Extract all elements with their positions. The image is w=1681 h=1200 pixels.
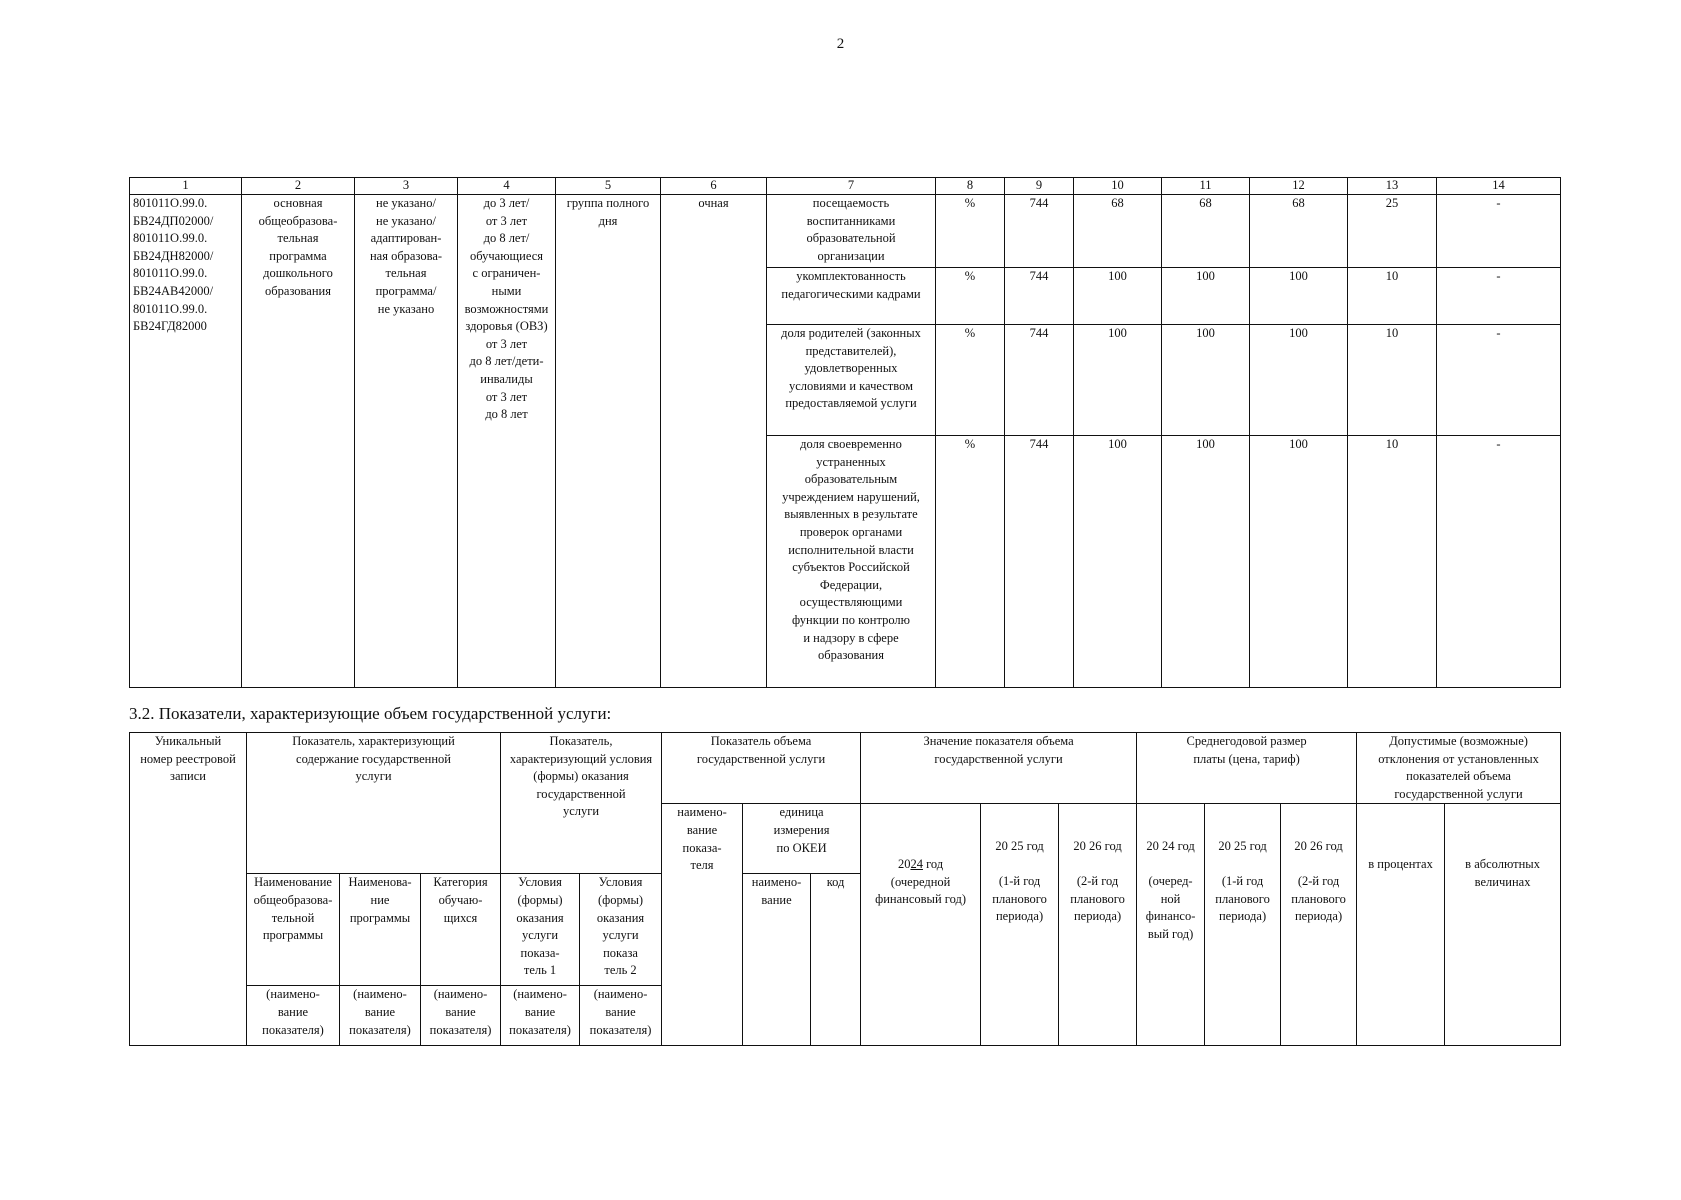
col-number: 4: [458, 178, 556, 195]
value-year2: 68: [1162, 195, 1250, 268]
header-registry: Уникальный номер реестровой записи: [130, 733, 247, 1046]
header-deviation: Допустимые (возможные) отклонения от установленных показателей объема государственной услуги: [1357, 733, 1561, 804]
col-number: 5: [556, 178, 661, 195]
program-name: основная общеобразова- тельная программа дошкольного образования: [242, 195, 355, 688]
value-year1: 100: [1074, 268, 1162, 325]
table-row: [130, 195, 1561, 268]
sub-program-name: Наименование общеобразова- тельной программы: [247, 874, 340, 986]
quality-indicators-table: [129, 177, 1561, 688]
indicator-label: (наимено- вание показателя): [421, 986, 501, 1046]
header-content: Показатель, характеризующий содержание государственной услуги: [247, 733, 501, 874]
okei-code: 744: [1005, 268, 1074, 325]
unit-name: %: [936, 436, 1005, 688]
value-year2: 100: [1162, 268, 1250, 325]
volume-indicators-table: [129, 732, 1561, 1046]
year2-description: (1-й год планового периода): [992, 874, 1047, 924]
sub-program-type: Наименова- ние программы: [340, 874, 421, 986]
condition-2: очная: [661, 195, 767, 688]
col-number: 12: [1250, 178, 1348, 195]
indicator-label: (наимено- вание показателя): [340, 986, 421, 1046]
header-indicator-name: наимено- вание показа- теля: [662, 804, 743, 1046]
header-conditions: Показатель, характеризующий условия (формы) оказания государственной услуги: [501, 733, 662, 874]
deviation-percent: 10: [1348, 268, 1437, 325]
col-number: 11: [1162, 178, 1250, 195]
program-type: не указано/ не указано/ адаптирован- ная образова- тельная программа/ не указано: [355, 195, 458, 688]
fee-year3-description: (2-й год планового периода): [1291, 874, 1346, 924]
header-unit-name: наимено- вание: [743, 874, 811, 1046]
fee-year1-description: (очеред- ной финансо- вый год): [1145, 874, 1196, 941]
indicator-label: (наимено- вание показателя): [247, 986, 340, 1046]
indicator-label: (наимено- вание показателя): [501, 986, 580, 1046]
value-year3: 100: [1250, 436, 1348, 688]
okei-code: 744: [1005, 325, 1074, 436]
indicator-name: укомплектованность педагогическими кадрами: [767, 268, 936, 325]
value-year3-header: [1059, 804, 1137, 1046]
col-number: 1: [130, 178, 242, 195]
col-number: 3: [355, 178, 458, 195]
condition-1: группа полного дня: [556, 195, 661, 688]
deviation-percent: 25: [1348, 195, 1437, 268]
fee-year2-header: [1205, 804, 1281, 1046]
value-year3: 68: [1250, 195, 1348, 268]
header-value: Значение показателя объема государственной услуги: [861, 733, 1137, 804]
year2-label: 20 25 год: [995, 838, 1044, 853]
indicator-label: (наимено- вание показателя): [580, 986, 662, 1046]
value-year3: 100: [1250, 268, 1348, 325]
deviation-absolute: -: [1437, 195, 1561, 268]
registry-number: 801011О.99.0. БВ24ДП02000/ 801011О.99.0. БВ24ДН82000/ 801011О.99.0. БВ24АВ42000/ 801011О.99.0. БВ24ГД82000: [130, 195, 242, 688]
unit-name: %: [936, 268, 1005, 325]
student-category: до 3 лет/ от 3 лет до 8 лет/ обучающиеся с ограничен- ными возможностями здоровья (ОВЗ) от 3 лет до 8 лет/дети- инвалиды от 3 лет до 8 лет: [458, 195, 556, 688]
section-title: 3.2. Показатели, характеризующие объем государственной услуги:: [129, 704, 612, 723]
column-number-row: [130, 178, 1561, 195]
col-number: 6: [661, 178, 767, 195]
sub-category: Категория обучаю- щихся: [421, 874, 501, 986]
indicator-name: посещаемость воспитанниками образовательной организации: [767, 195, 936, 268]
fee-year1-header: [1137, 804, 1205, 1046]
unit-name: %: [936, 195, 1005, 268]
col-number: 10: [1074, 178, 1162, 195]
fee-year2-description: (1-й год планового периода): [1215, 874, 1270, 924]
col-number: 14: [1437, 178, 1561, 195]
col-number: 8: [936, 178, 1005, 195]
unit-name: %: [936, 325, 1005, 436]
deviation-absolute: -: [1437, 268, 1561, 325]
deviation-percent: 10: [1348, 436, 1437, 688]
col-number: 2: [242, 178, 355, 195]
header-volume: Показатель объема государственной услуги: [662, 733, 861, 804]
deviation-percent: 10: [1348, 325, 1437, 436]
year3-description: (2-й год планового периода): [1070, 874, 1125, 924]
col-number: 9: [1005, 178, 1074, 195]
value-year1: 68: [1074, 195, 1162, 268]
fee-year3-label: 20 26 год: [1294, 838, 1343, 853]
year1-prefix: 20: [897, 856, 911, 871]
year3-label: 20 26 год: [1073, 838, 1122, 853]
indicator-name: доля своевременно устраненных образовательным учреждением нарушений, выявленных в результате проверок органами исполнительной власти субъектов Российской Федерации, осуществляющими функции по контролю и надзору в сфере образования: [767, 436, 936, 688]
deviation-absolute: -: [1437, 325, 1561, 436]
col-number: 7: [767, 178, 936, 195]
value-year1: 100: [1074, 325, 1162, 436]
sub-condition-2: Условия (формы) оказания услуги показа тель 2: [580, 874, 662, 986]
okei-code: 744: [1005, 195, 1074, 268]
value-year2-header: [981, 804, 1059, 1046]
okei-code: 744: [1005, 436, 1074, 688]
sub-condition-1: Условия (формы) оказания услуги показа- тель 1: [501, 874, 580, 986]
year1-suffix: год: [922, 856, 944, 871]
fee-year3-header: [1281, 804, 1357, 1046]
value-year3: 100: [1250, 325, 1348, 436]
header-percent: в процентах: [1357, 804, 1445, 1046]
header-unit-code: код: [811, 874, 861, 1046]
value-year2: 100: [1162, 325, 1250, 436]
fee-year2-label: 20 25 год: [1218, 838, 1267, 853]
value-year1-header: [861, 804, 981, 1046]
value-year2: 100: [1162, 436, 1250, 688]
header-unit: единица измерения по ОКЕИ: [743, 804, 861, 874]
page-number: 2: [836, 36, 845, 52]
value-year1: 100: [1074, 436, 1162, 688]
col-number: 13: [1348, 178, 1437, 195]
year1-description: (очередной финансовый год): [875, 874, 966, 907]
indicator-name: доля родителей (законных представителей), удовлетворенных условиями и качеством предоставляемой услуги: [767, 325, 936, 436]
header-fee: Среднегодовой размер платы (цена, тариф): [1137, 733, 1357, 804]
year1-number: 24: [910, 856, 923, 871]
fee-year1-label: 20 24 год: [1146, 838, 1195, 853]
header-row: [130, 733, 1561, 804]
deviation-absolute: -: [1437, 436, 1561, 688]
header-absolute: в абсолютных величинах: [1445, 804, 1561, 1046]
